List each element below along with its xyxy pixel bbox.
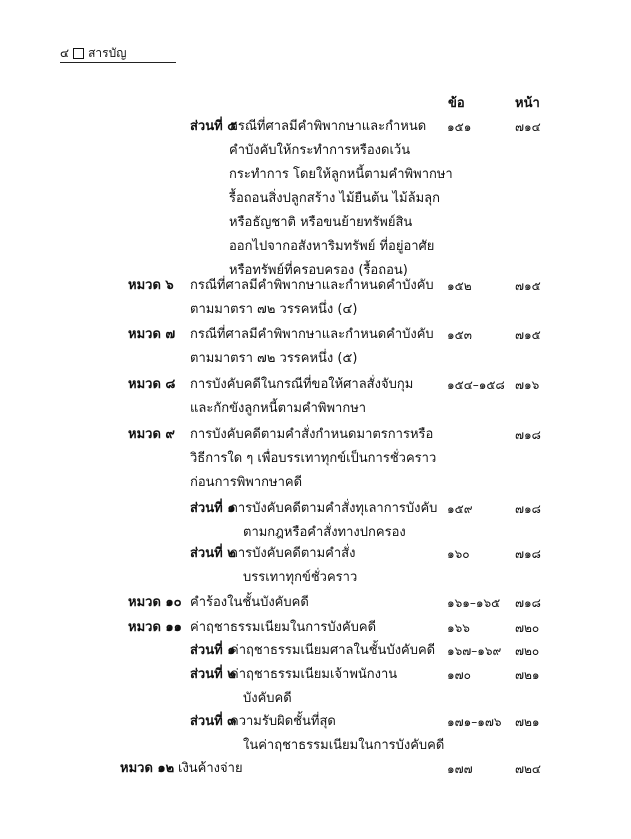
toc-entry-label: หมวด ๘ bbox=[128, 377, 176, 392]
header-title: สารบัญ bbox=[88, 46, 127, 60]
page-number: ๔ bbox=[60, 46, 70, 60]
toc-entry-text: คำบังคับให้กระทำการหรืองดเว้น bbox=[229, 143, 411, 158]
toc-entry-article: ๑๖๐ bbox=[447, 547, 470, 561]
toc-entry-text: ในค่าฤชาธรรมเนียมในการบังคับคดี bbox=[243, 738, 445, 753]
toc-entry-page: ๗๒๐ bbox=[515, 621, 540, 635]
toc-entry-text: ก่อนการพิพากษาคดี bbox=[190, 475, 303, 490]
toc-entry-label: ส่วนที่ ๑ bbox=[190, 643, 236, 658]
toc-entry-page: ๗๑๔ bbox=[515, 120, 541, 134]
toc-entry-label: ส่วนที่ ๑ bbox=[190, 501, 236, 516]
toc-entry-label: หมวด ๖ bbox=[128, 278, 174, 293]
toc-entry-label: หมวด ๗ bbox=[128, 327, 176, 342]
toc-entry-text: หรือธัญชาติ หรือขนย้ายทรัพย์สิน bbox=[229, 215, 413, 230]
toc-entry-text: การบังคับคดีตามคำสั่ง bbox=[230, 546, 356, 561]
toc-entry-page: ๗๒๐ bbox=[515, 644, 540, 658]
toc-entry-page: ๗๑๖ bbox=[515, 378, 540, 392]
toc-entry-text: และกักขังลูกหนี้ตามคำพิพากษา bbox=[190, 401, 367, 416]
toc-entry-page: ๗๑๘ bbox=[515, 547, 541, 561]
toc-entry-label: หมวด ๑๐ bbox=[128, 595, 182, 610]
toc-entry-article: ๑๖๖ bbox=[447, 621, 470, 635]
toc-entry-article: ๑๗๑–๑๗๖ bbox=[447, 715, 502, 729]
toc-entry-page: ๗๑๕ bbox=[515, 328, 541, 342]
toc-entry-page: ๗๑๘ bbox=[515, 428, 541, 442]
toc-entry-page: ๗๑๘ bbox=[515, 596, 541, 610]
toc-entry-article: ๑๗๗ bbox=[447, 762, 473, 776]
toc-entry-text: ค่าฤชาธรรมเนียมเจ้าพนักงาน bbox=[230, 667, 398, 682]
toc-entry-page: ๗๒๑ bbox=[515, 715, 540, 729]
toc-entry-label: ส่วนที่ ๕ bbox=[190, 119, 238, 134]
toc-entry-text: บรรเทาทุกข์ชั่วคราว bbox=[243, 570, 358, 585]
toc-entry-label: หมวด ๑๑ bbox=[128, 620, 182, 635]
toc-entry-article: ๑๕๑ bbox=[447, 120, 472, 134]
toc-entry-label: หมวด ๑๒ bbox=[120, 761, 175, 776]
toc-entry-text: กรณีที่ศาลมีคำพิพากษาและกำหนด bbox=[230, 119, 427, 134]
toc-entry-text: คำร้องในชั้นบังคับคดี bbox=[190, 595, 309, 610]
toc-entry-article: ๑๖๗–๑๖๙ bbox=[447, 644, 502, 658]
toc-entry-text: กรณีที่ศาลมีคำพิพากษาและกำหนดคำบังคับ bbox=[190, 327, 434, 342]
toc-entry-page: ๗๒๔ bbox=[515, 762, 542, 776]
toc-entry-text: ตามกฎหรือคำสั่งทางปกครอง bbox=[243, 525, 406, 540]
toc-entry-text: ความรับผิดชั้นที่สุด bbox=[230, 714, 336, 729]
toc-entry-text: การบังคับคดีตามคำสั่งกำหนดมาตรการหรือ bbox=[190, 427, 434, 442]
toc-entry-article: ๑๕๓ bbox=[447, 328, 472, 342]
toc-entry-page: ๗๒๑ bbox=[515, 668, 540, 682]
toc-entry-label: ส่วนที่ ๒ bbox=[190, 667, 236, 682]
page-header bbox=[60, 44, 176, 63]
toc-entry-text: ค่าฤชาธรรมเนียมในการบังคับคดี bbox=[190, 620, 377, 635]
toc-entry-text: การบังคับคดีตามคำสั่งทุเลาการบังคับ bbox=[230, 501, 438, 516]
toc-entry-article: ๑๕๙ bbox=[447, 502, 473, 516]
checkbox-square-icon bbox=[73, 48, 84, 59]
toc-entry-text: ตามมาตรา ๗๒ วรรคหนึ่ง (๔) bbox=[190, 302, 358, 317]
toc-entry-text: วิธีการใด ๆ เพื่อบรรเทาทุกข์เป็นการชั่วคราว bbox=[190, 451, 437, 466]
column-header-article: ข้อ bbox=[448, 96, 465, 111]
toc-entry-text: กรณีที่ศาลมีคำพิพากษาและกำหนดคำบังคับ bbox=[190, 278, 434, 293]
toc-entry-text: รื้อถอนสิ่งปลูกสร้าง ไม้ยืนต้น ไม้ล้มลุก bbox=[229, 191, 440, 206]
toc-entry-text: การบังคับคดีในกรณีที่ขอให้ศาลสั่งจับกุม bbox=[190, 377, 414, 392]
toc-entry-text: เงินค้างจ่าย bbox=[178, 761, 243, 776]
toc-entry-label: หมวด ๙ bbox=[128, 427, 175, 442]
toc-entry-text: กระทำการ โดยให้ลูกหนี้ตามคำพิพากษา bbox=[229, 167, 453, 182]
toc-entry-label: ส่วนที่ ๒ bbox=[190, 546, 236, 561]
column-header-page: หน้า bbox=[515, 96, 540, 111]
toc-entry-page: ๗๑๘ bbox=[515, 502, 541, 516]
toc-entry-text: หรือทรัพย์ที่ครอบครอง (รื้อถอน) bbox=[229, 263, 408, 278]
toc-entry-text: บังคับคดี bbox=[243, 691, 292, 706]
toc-entry-article: ๑๕๒ bbox=[447, 279, 472, 293]
toc-entry-article: ๑๕๔–๑๕๘ bbox=[447, 378, 505, 392]
toc-entry-article: ๑๖๑–๑๖๕ bbox=[447, 596, 501, 610]
toc-entry-page: ๗๑๕ bbox=[515, 279, 541, 293]
toc-entry-text: ตามมาตรา ๗๒ วรรคหนึ่ง (๕) bbox=[190, 351, 358, 366]
toc-entry-article: ๑๗๐ bbox=[447, 668, 471, 682]
toc-entry-label: ส่วนที่ ๓ bbox=[190, 714, 237, 729]
toc-entry-text: ออกไปจากอสังหาริมทรัพย์ ที่อยู่อาศัย bbox=[229, 239, 435, 254]
toc-entry-text: ค่าฤชาธรรมเนียมศาลในชั้นบังคับคดี bbox=[230, 643, 436, 658]
